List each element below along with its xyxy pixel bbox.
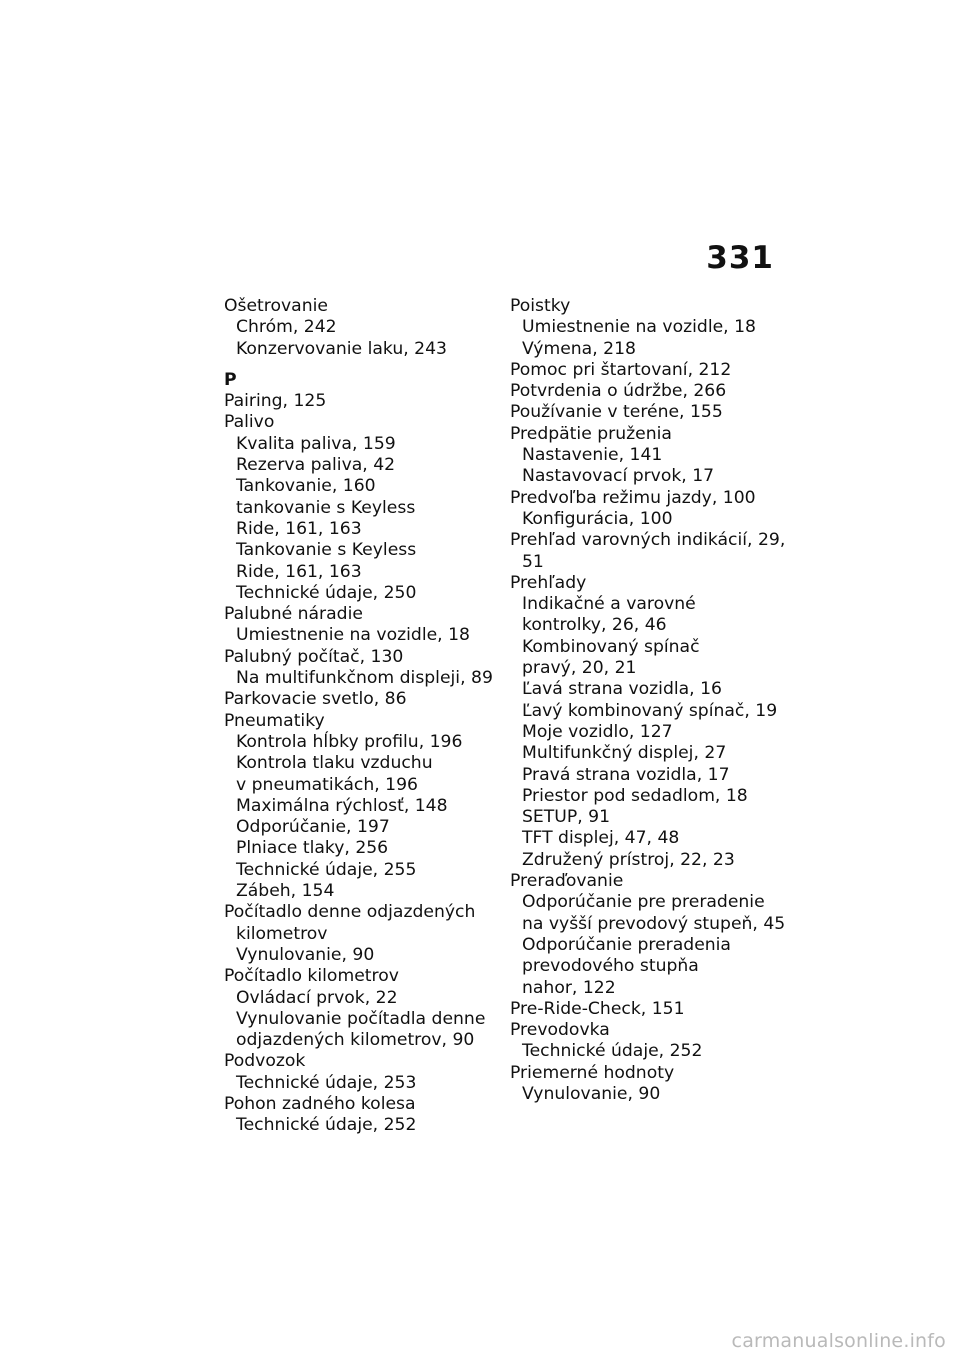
index-subentry: Odporúčanie pre preradenie	[522, 892, 765, 913]
index-entry: Predvoľba režimu jazdy, 100	[510, 487, 756, 508]
index-subentry: Na multifunkčnom displeji, 89	[236, 668, 493, 689]
index-subentry: Umiestnenie na vozidle, 18	[236, 625, 470, 646]
index-entry: Pneumatiky	[224, 710, 325, 731]
index-subentry: Zábeh, 154	[236, 881, 335, 902]
watermark: carmanualsonline.info	[731, 1330, 946, 1352]
index-subentry: Multifunkčný displej, 27	[522, 743, 727, 764]
index-subentry: Umiestnenie na vozidle, 18	[522, 317, 756, 338]
index-entry: Predpätie pruženia	[510, 423, 672, 444]
index-subentry: Ovládací prvok, 22	[236, 987, 398, 1008]
index-subentry: Združený prístroj, 22, 23	[522, 849, 735, 870]
index-subentry: Výmena, 218	[522, 338, 636, 359]
index-subentry: Ride, 161, 163	[236, 518, 362, 539]
index-subentry: Nastavenie, 141	[522, 445, 663, 466]
index-subentry: kilometrov	[236, 923, 328, 944]
index-entry: Používanie v teréne, 155	[510, 402, 723, 423]
index-column-left	[224, 296, 499, 1137]
index-entry: Pairing, 125	[224, 391, 327, 412]
index-subentry: Technické údaje, 252	[522, 1041, 703, 1062]
index-entry: Počítadlo denne odjazdených	[224, 902, 476, 923]
index-subentry: Ľavá strana vozidla, 16	[522, 679, 722, 700]
index-entry: Parkovacie svetlo, 86	[224, 689, 407, 710]
index-subentry: Ride, 161, 163	[236, 561, 362, 582]
index-subentry: Vynulovanie, 90	[522, 1083, 661, 1104]
index-subentry: Technické údaje, 253	[236, 1072, 417, 1093]
index-entry: Preraďovanie	[510, 871, 624, 892]
index-column-right	[510, 296, 800, 1105]
index-subentry: SETUP, 91	[522, 807, 611, 828]
index-entry: Prevodovka	[510, 1020, 610, 1041]
index-subentry: Odporúčanie, 197	[236, 817, 390, 838]
index-entry: Poistky	[510, 296, 571, 316]
index-entry: Potvrdenia o údržbe, 266	[510, 381, 727, 402]
index-subentry: Technické údaje, 250	[236, 582, 417, 603]
index-subentry: Rezerva paliva, 42	[236, 455, 396, 476]
index-subentry: kontrolky, 26, 46	[522, 615, 667, 636]
index-subentry: Vynulovanie počítadla denne	[236, 1008, 486, 1029]
index-subentry: nahor, 122	[522, 977, 616, 998]
index-subentry: Technické údaje, 255	[236, 859, 417, 880]
index-subentry: Technické údaje, 252	[236, 1115, 417, 1136]
index-subentry: Pravá strana vozidla, 17	[522, 764, 730, 785]
index-subentry: odjazdených kilometrov, 90	[236, 1030, 475, 1051]
index-subentry: Indikačné a varovné	[522, 594, 696, 615]
index-subentry: Kombinovaný spínač	[522, 636, 700, 657]
index-subentry: tankovanie s Keyless	[236, 497, 416, 518]
index-entry: Ošetrovanie	[224, 296, 328, 316]
index-subentry: Plniace tlaky, 256	[236, 838, 389, 859]
index-entry: Prehľady	[510, 572, 587, 593]
index-subentry: pravý, 20, 21	[522, 658, 637, 679]
index-entry: Pomoc pri štartovaní, 212	[510, 359, 732, 380]
index-entry: Pre-Ride-Check, 151	[510, 998, 685, 1019]
index-entry: Pohon zadného kolesa	[224, 1093, 416, 1114]
index-subentry: Kvalita paliva, 159	[236, 433, 396, 454]
index-subentry: Ľavý kombinovaný spínač, 19	[522, 700, 778, 721]
index-subentry: TFT displej, 47, 48	[522, 828, 680, 849]
index-subentry: Priestor pod sedadlom, 18	[522, 785, 748, 806]
index-subentry: 51	[522, 551, 544, 572]
index-entry: Podvozok	[224, 1051, 306, 1072]
index-entry: Počítadlo kilometrov	[224, 966, 399, 987]
index-subentry: v pneumatikách, 196	[236, 774, 418, 795]
index-subentry: Konfigurácia, 100	[522, 508, 673, 529]
index-subentry: Kontrola tlaku vzduchu	[236, 753, 433, 774]
page-number: 331	[706, 240, 774, 276]
index-subentry: Moje vozidlo, 127	[522, 721, 673, 742]
index-entry: Prehľad varovných indikácií, 29,	[510, 530, 786, 551]
index-entry: Palubné náradie	[224, 604, 363, 625]
index-entry: Priemerné hodnoty	[510, 1062, 675, 1083]
index-subentry: Odporúčanie preradenia	[522, 934, 731, 955]
index-subentry: Chróm, 242	[236, 317, 337, 338]
index-subentry: Kontrola hĺbky profilu, 196	[236, 731, 463, 752]
index-entry: Palubný počítač, 130	[224, 646, 404, 667]
index-subentry: Tankovanie, 160	[236, 476, 376, 497]
index-subentry: Nastavovací prvok, 17	[522, 466, 715, 487]
index-subentry: na vyšší prevodový stupeň, 45	[522, 913, 786, 934]
index-subentry: Maximálna rýchlosť, 148	[236, 795, 448, 816]
index-subentry: Konzervovanie laku, 243	[236, 338, 447, 359]
index-entry: Palivo	[224, 412, 275, 433]
index-subentry: prevodového stupňa	[522, 956, 699, 977]
index-subentry: Vynulovanie, 90	[236, 944, 375, 965]
index-subentry: Tankovanie s Keyless	[236, 540, 417, 561]
index-letter-heading: P	[224, 369, 237, 390]
